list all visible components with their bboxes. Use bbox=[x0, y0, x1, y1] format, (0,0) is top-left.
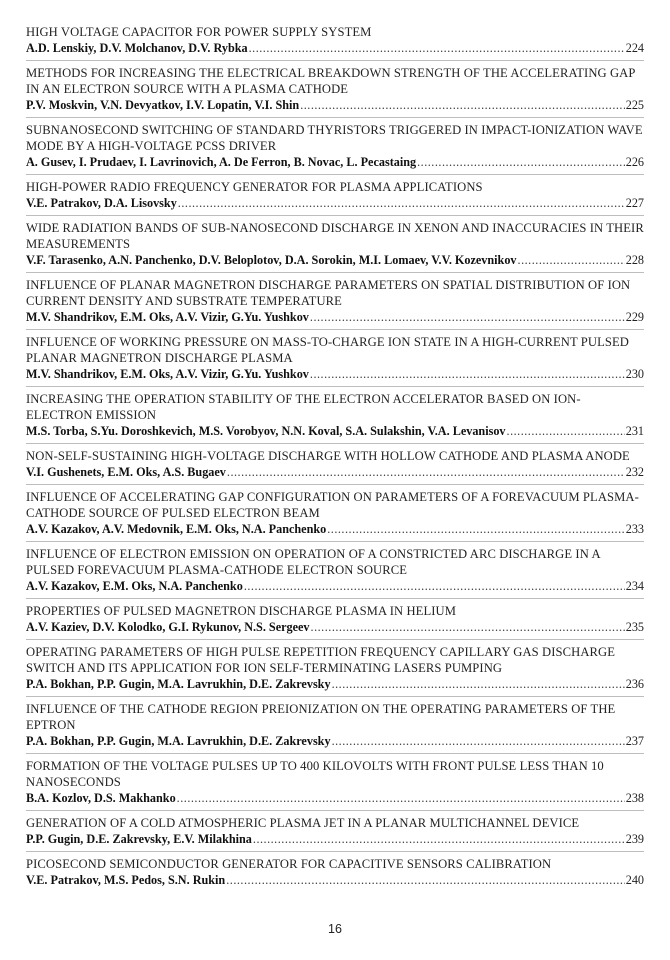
entry-authors-line bbox=[26, 464, 644, 480]
entry-title: INFLUENCE OF ELECTRON EMISSION ON OPERATION OF A CONSTRICTED ARC DISCHARGE IN A PULSED FOREVACUUM PLASMA-CATHODE ELECTRON SOURCE bbox=[26, 547, 600, 577]
toc-entry bbox=[26, 484, 644, 541]
table-of-contents bbox=[26, 22, 644, 892]
toc-entry bbox=[26, 541, 644, 598]
entry-page-number: 239 bbox=[625, 832, 644, 846]
toc-entry bbox=[26, 598, 644, 639]
entry-authors: P.A. Bokhan, P.P. Gugin, M.A. Lavrukhin, D.E. Zakrevsky bbox=[26, 734, 331, 748]
entry-page-number: 240 bbox=[625, 873, 644, 887]
dot-leader bbox=[310, 366, 625, 382]
entry-authors: P.V. Moskvin, V.N. Devyatkov, I.V. Lopatin, V.I. Shin bbox=[26, 98, 300, 112]
entry-title: INFLUENCE OF THE CATHODE REGION PREIONIZATION ON THE OPERATING PARAMETERS OF THE EPTRON bbox=[26, 702, 616, 732]
entry-authors: M.V. Shandrikov, E.M. Oks, A.V. Vizir, G.Yu. Yushkov bbox=[26, 367, 309, 381]
entry-authors: M.S. Torba, S.Yu. Doroshkevich, M.S. Vorobyov, N.N. Koval, S.A. Sulakshin, V.A. Levanisov bbox=[26, 424, 506, 438]
entry-page-number: 238 bbox=[625, 791, 644, 805]
entry-page-number: 226 bbox=[625, 155, 644, 169]
entry-title: PROPERTIES OF PULSED MAGNETRON DISCHARGE PLASMA IN HELIUM bbox=[26, 604, 457, 618]
dot-leader bbox=[177, 790, 625, 806]
dot-leader bbox=[249, 40, 625, 56]
toc-entry bbox=[26, 329, 644, 386]
toc-entry bbox=[26, 60, 644, 117]
entry-title: SUBNANOSECOND SWITCHING OF STANDARD THYRISTORS TRIGGERED IN IMPACT-IONIZATION WAVE MODE BY A HIGH-VOLTAGE PCSS DRIVER bbox=[26, 123, 643, 153]
entry-title: PICOSECOND SEMICONDUCTOR GENERATOR FOR CAPACITIVE SENSORS CALIBRATION bbox=[26, 857, 552, 871]
entry-authors: M.V. Shandrikov, E.M. Oks, A.V. Vizir, G.Yu. Yushkov bbox=[26, 310, 309, 324]
entry-title: METHODS FOR INCREASING THE ELECTRICAL BREAKDOWN STRENGTH OF THE ACCELERATING GAP IN AN ELECTRON SOURCE WITH A PLASMA CATHODE bbox=[26, 66, 636, 96]
entry-authors: A.V. Kazakov, E.M. Oks, N.A. Panchenko bbox=[26, 579, 243, 593]
entry-page-number: 235 bbox=[625, 620, 644, 634]
dot-leader bbox=[244, 578, 625, 594]
dot-leader bbox=[226, 872, 625, 888]
toc-entry bbox=[26, 386, 644, 443]
toc-entry bbox=[26, 753, 644, 810]
dot-leader bbox=[253, 831, 625, 847]
entry-title: FORMATION OF THE VOLTAGE PULSES UP TO 400 KILOVOLTS WITH FRONT PULSE LESS THAN 10 NANOSECONDS bbox=[26, 759, 604, 789]
dot-leader bbox=[327, 521, 624, 537]
entry-authors-line bbox=[26, 790, 644, 806]
entry-authors-line bbox=[26, 578, 644, 594]
entry-page-number: 233 bbox=[625, 522, 644, 536]
entry-page-number: 228 bbox=[625, 253, 644, 267]
entry-authors-line bbox=[26, 521, 644, 537]
footer-page-number: 16 bbox=[328, 922, 342, 936]
entry-authors: P.A. Bokhan, P.P. Gugin, M.A. Lavrukhin, D.E. Zakrevsky bbox=[26, 677, 331, 691]
dot-leader bbox=[300, 97, 625, 113]
dot-leader bbox=[332, 733, 625, 749]
entry-authors: A. Gusev, I. Prudaev, I. Lavrinovich, A. De Ferron, B. Novac, L. Pecastaing bbox=[26, 155, 417, 169]
entry-authors-line bbox=[26, 831, 644, 847]
entry-page-number: 227 bbox=[625, 196, 644, 210]
entry-authors: V.E. Patrakov, D.A. Lisovsky bbox=[26, 196, 177, 210]
entry-title: OPERATING PARAMETERS OF HIGH PULSE REPETITION FREQUENCY CAPILLARY GAS DISCHARGE SWITCH AND ITS APPLICATION FOR ION SELF-TERMINATING LASERS PUMPING bbox=[26, 645, 616, 675]
entry-authors: V.F. Tarasenko, A.N. Panchenko, D.V. Beloplotov, D.A. Sorokin, M.I. Lomaev, V.V. Kozevnikov bbox=[26, 253, 517, 267]
entry-authors: A.D. Lenskiy, D.V. Molchanov, D.V. Rybka bbox=[26, 41, 248, 55]
entry-authors-line bbox=[26, 154, 644, 170]
entry-title: HIGH VOLTAGE CAPACITOR FOR POWER SUPPLY SYSTEM bbox=[26, 25, 372, 39]
dot-leader bbox=[332, 676, 625, 692]
entry-authors: V.I. Gushenets, E.M. Oks, A.S. Bugaev bbox=[26, 465, 226, 479]
entry-title: NON-SELF-SUSTAINING HIGH-VOLTAGE DISCHARGE WITH HOLLOW CATHODE AND PLASMA ANODE bbox=[26, 449, 630, 463]
entry-title: INFLUENCE OF PLANAR MAGNETRON DISCHARGE PARAMETERS ON SPATIAL DISTRIBUTION OF ION CURRENT DENSITY AND SUBSTRATE TEMPERATURE bbox=[26, 278, 631, 308]
entry-authors-line bbox=[26, 733, 644, 749]
entry-authors-line bbox=[26, 366, 644, 382]
entry-title: INCREASING THE OPERATION STABILITY OF THE ELECTRON ACCELERATOR BASED ON ION-ELECTRON EMISSION bbox=[26, 392, 581, 422]
entry-authors-line bbox=[26, 309, 644, 325]
entry-page-number: 225 bbox=[625, 98, 644, 112]
entry-title: INFLUENCE OF ACCELERATING GAP CONFIGURATION ON PARAMETERS OF A FOREVACUUM PLASMA-CATHODE SOURCE OF PULSED ELECTRON BEAM bbox=[26, 490, 639, 520]
entry-title: HIGH-POWER RADIO FREQUENCY GENERATOR FOR PLASMA APPLICATIONS bbox=[26, 180, 483, 194]
toc-entry bbox=[26, 117, 644, 174]
entry-authors-line bbox=[26, 195, 644, 211]
entry-authors-line bbox=[26, 252, 644, 268]
entry-authors-line bbox=[26, 872, 644, 888]
toc-entry bbox=[26, 696, 644, 753]
toc-entry bbox=[26, 272, 644, 329]
dot-leader bbox=[178, 195, 625, 211]
entry-authors-line bbox=[26, 97, 644, 113]
toc-entry bbox=[26, 810, 644, 851]
entry-page-number: 234 bbox=[625, 579, 644, 593]
entry-authors: A.V. Kaziev, D.V. Kolodko, G.I. Rykunov, N.S. Sergeev bbox=[26, 620, 310, 634]
dot-leader bbox=[310, 309, 625, 325]
entry-page-number: 230 bbox=[625, 367, 644, 381]
entry-page-number: 229 bbox=[625, 310, 644, 324]
dot-leader bbox=[311, 619, 625, 635]
entry-authors: B.A. Kozlov, D.S. Makhanko bbox=[26, 791, 176, 805]
toc-entry bbox=[26, 215, 644, 272]
entry-authors-line bbox=[26, 423, 644, 439]
entry-authors-line bbox=[26, 619, 644, 635]
entry-title: GENERATION OF A COLD ATMOSPHERIC PLASMA JET IN A PLANAR MULTICHANNEL DEVICE bbox=[26, 816, 580, 830]
toc-entry bbox=[26, 851, 644, 892]
entry-authors: P.P. Gugin, D.E. Zakrevsky, E.V. Milakhina bbox=[26, 832, 252, 846]
entry-page-number: 231 bbox=[625, 424, 644, 438]
entry-page-number: 224 bbox=[625, 41, 644, 55]
dot-leader bbox=[417, 154, 625, 170]
toc-entry bbox=[26, 174, 644, 215]
dot-leader bbox=[227, 464, 625, 480]
entry-title: WIDE RADIATION BANDS OF SUB-NANOSECOND DISCHARGE IN XENON AND INACCURACIES IN THEIR MEASUREMENTS bbox=[26, 221, 644, 251]
dot-leader bbox=[507, 423, 625, 439]
entry-authors: V.E. Patrakov, M.S. Pedos, S.N. Rukin bbox=[26, 873, 226, 887]
entry-authors: A.V. Kazakov, A.V. Medovnik, E.M. Oks, N.A. Panchenko bbox=[26, 522, 327, 536]
toc-entry bbox=[26, 639, 644, 696]
toc-entry bbox=[26, 443, 644, 484]
entry-title: INFLUENCE OF WORKING PRESSURE ON MASS-TO-CHARGE ION STATE IN A HIGH-CURRENT PULSED PLANAR MAGNETRON DISCHARGE PLASMA bbox=[26, 335, 629, 365]
entry-page-number: 232 bbox=[625, 465, 644, 479]
entry-page-number: 237 bbox=[625, 734, 644, 748]
entry-page-number: 236 bbox=[625, 677, 644, 691]
entry-authors-line bbox=[26, 40, 644, 56]
dot-leader bbox=[518, 252, 625, 268]
entry-authors-line bbox=[26, 676, 644, 692]
toc-entry bbox=[26, 22, 644, 60]
